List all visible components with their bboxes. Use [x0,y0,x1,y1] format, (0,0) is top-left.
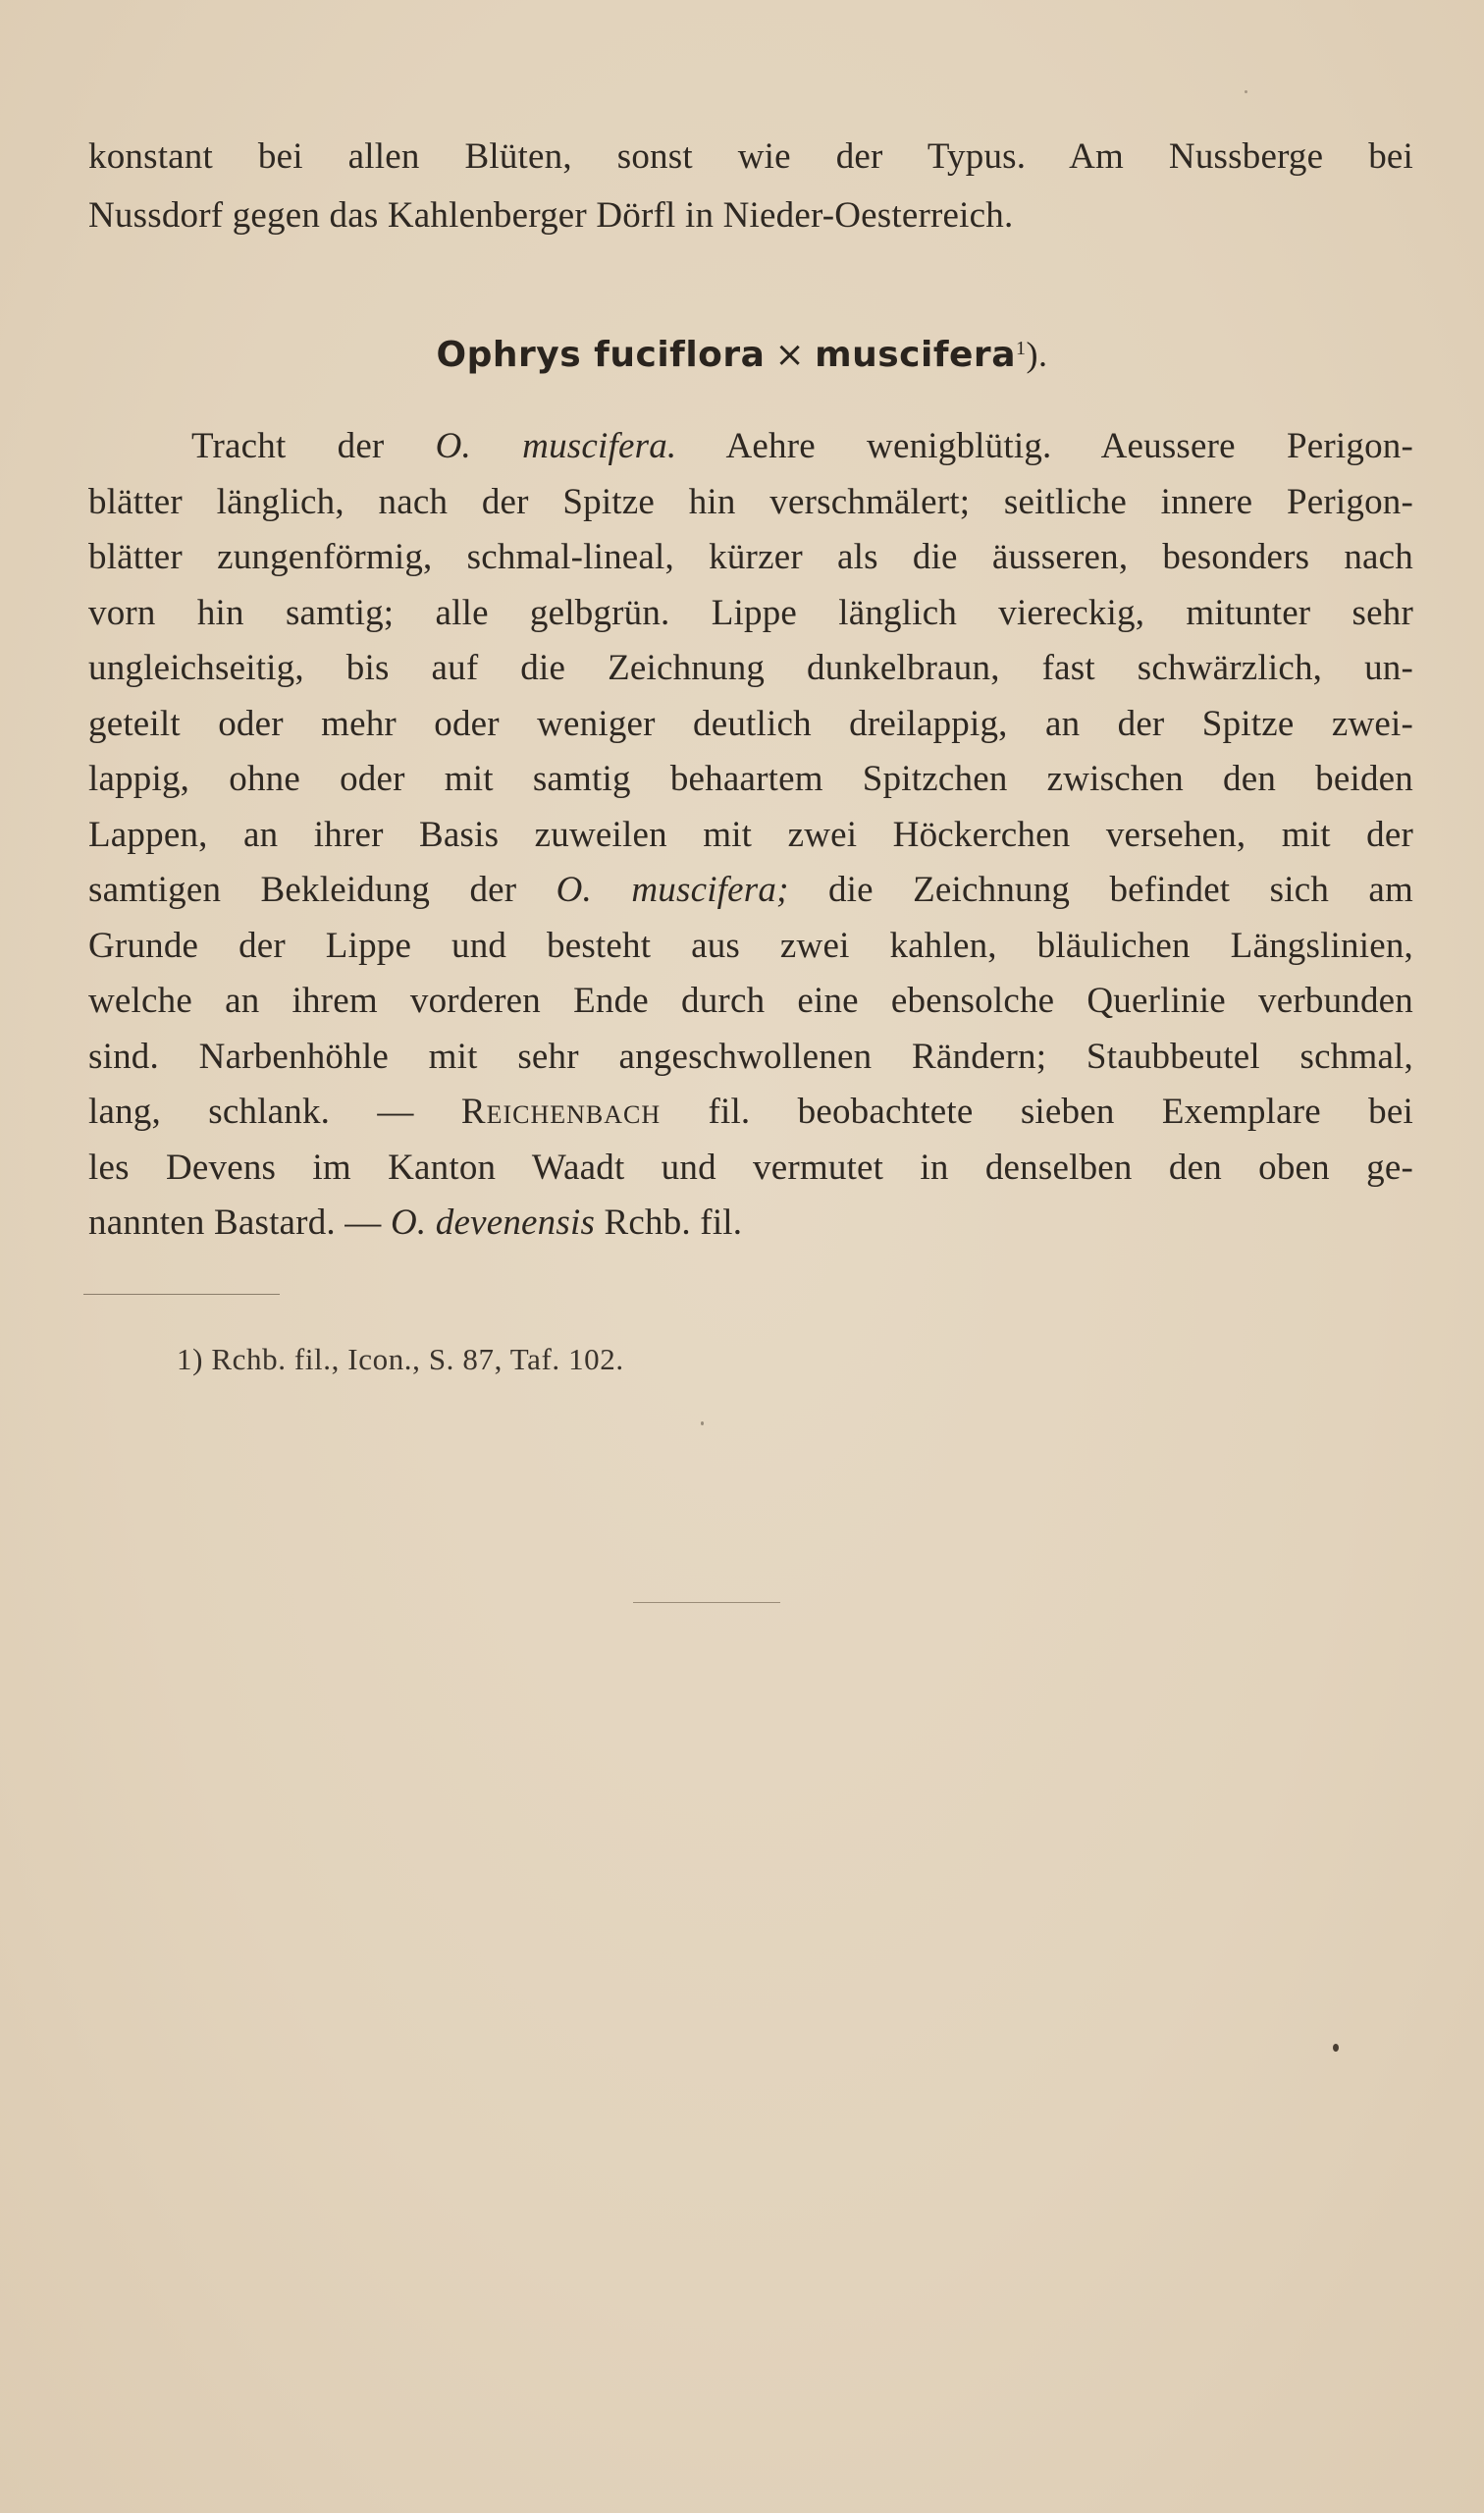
line1-text-b: Aehre wenigblütig. Aeussere Perigon- [725,426,1413,466]
line13-text-a: lang, schlank. — [88,1092,414,1132]
description-line-7: lappig, ohne oder mit samtig behaartem Spitzchen zwischen den beiden [88,759,1413,799]
description-line-10: Grunde der Lippe und besteht aus zwei kahlen, bläulichen Längslinien, [88,925,1413,966]
line1-text-a: Tracht der [191,426,385,466]
heading-name-part2: muscifera [815,335,1016,375]
line15-italic: O. devenensis [390,1203,596,1243]
footnote: 1) Rchb. fil., Icon., S. 87, Taf. 102. [177,1342,624,1376]
intro-paragraph [88,128,1413,245]
line9-text-a: samtigen Bekleidung der [88,870,517,910]
description-line-13 [88,1085,1413,1141]
description-line-15 [88,1196,1413,1252]
footnote-separator-rule [83,1294,280,1295]
author-small-caps: Reichenbach [460,1092,662,1132]
description-line-1 [88,419,1413,475]
description-line-11: welche an ihrem vorderen Ende durch eine ebensolche Querlinie verbunden [88,981,1413,1021]
description-line-5: ungleichseitig, bis auf die Zeichnung dunkelbraun, fast schwärzlich, un- [88,648,1413,688]
hybrid-times-sign: × [774,335,806,375]
end-rule [633,1602,780,1603]
description-line-9 [88,863,1413,919]
paper-speck [1333,2044,1339,2052]
intro-line-1: konstant bei allen Blüten, sonst wie der Typus. Am Nussberge bei [88,136,1413,177]
description-line-12: sind. Narbenhöhle mit sehr angeschwollenen Rändern; Staubbeutel schmal, [88,1036,1413,1077]
paper-speck [701,1421,704,1425]
footnote-mark: 1 [1015,338,1027,359]
description-line-4: vorn hin samtig; alle gelbgrün. Lippe länglich viereckig, mitunter sehr [88,592,1413,633]
heading-name-part1: Ophrys fuciflora [436,335,766,375]
description-paragraph [88,419,1413,1252]
paper-speck [1245,90,1247,93]
line15-text-b: Rchb. fil. [604,1203,743,1243]
line13-text-b: fil. beobachtete sieben Exemplare bei [708,1092,1413,1132]
description-line-8: Lappen, an ihrer Basis zuweilen mit zwei Höckerchen versehen, mit der [88,814,1413,855]
description-line-6: geteilt oder mehr oder weniger deutlich dreilappig, an der Spitze zwei- [88,703,1413,744]
species-heading [0,334,1484,375]
line9-italic: O. muscifera; [556,870,789,910]
line15-text-a: nannten Bastard. — [88,1203,382,1243]
line9-text-b: die Zeichnung befindet sich am [827,870,1413,910]
heading-close: ). [1026,335,1048,374]
description-line-14: les Devens im Kanton Waadt und vermutet in denselben den oben ge- [88,1147,1413,1188]
intro-line-2: Nussdorf gegen das Kahlenberger Dörfl in Nieder-Oesterreich. [88,195,1014,236]
description-line-3: blätter zungenförmig, schmal-lineal, kürzer als die äusseren, besonders nach [88,537,1413,577]
line1-italic: O. muscifera. [435,426,677,466]
description-line-2: blätter länglich, nach der Spitze hin verschmälert; seitliche innere Perigon- [88,481,1413,522]
